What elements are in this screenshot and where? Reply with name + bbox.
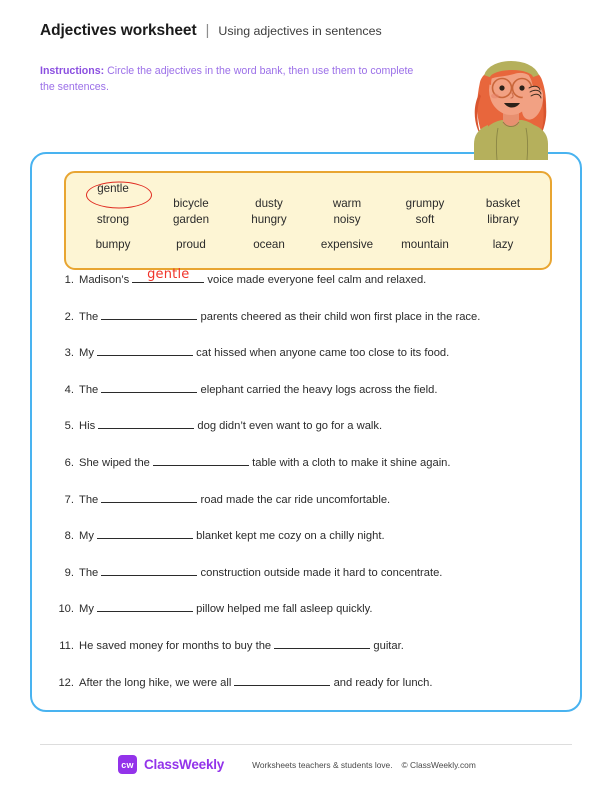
sentence-after: construction outside made it hard to concentrate. (197, 566, 443, 579)
sentence-after: and ready for lunch. (330, 676, 433, 689)
page-footer (40, 755, 572, 774)
sentence-number: 8. (64, 530, 74, 543)
sentence-text (79, 494, 390, 506)
answer-blank[interactable] (97, 355, 193, 356)
sentence-item-3 (50, 347, 566, 384)
answer-blank[interactable] (97, 538, 193, 539)
title-row (40, 22, 460, 40)
sentence-after: cat hissed when anyone came too close to its food. (193, 347, 450, 360)
word-bank-word-basket[interactable]: basket (485, 197, 521, 210)
word-bank-word-grumpy[interactable]: grumpy (405, 197, 445, 210)
sentence-text (79, 567, 442, 579)
sentence-number: 7. (64, 493, 74, 506)
sentence-after: dog didn’t even want to go for a walk. (194, 420, 383, 433)
answer-blank[interactable] (132, 267, 204, 283)
word-bank-word-library[interactable]: library (487, 213, 519, 226)
word-bank-word-bumpy[interactable]: bumpy (95, 238, 131, 251)
sentence-item-12 (50, 677, 566, 714)
sentence-item-2 (50, 311, 566, 348)
word-bank-word-dusty[interactable]: dusty (255, 197, 283, 210)
sentence-number: 12. (58, 676, 74, 689)
sentence-item-5 (50, 420, 566, 457)
sentence-text (79, 347, 449, 359)
sentence-number: 6. (64, 456, 74, 469)
footer-copyright: © ClassWeekly.com (401, 759, 476, 770)
brand-logo[interactable] (118, 755, 224, 774)
word-bank-word-noisy[interactable]: noisy (333, 213, 361, 226)
word-bank-word-warm[interactable]: warm (332, 197, 362, 210)
word-bank-word-proud[interactable]: proud (176, 238, 206, 251)
sentence-before: He saved money for months to buy the (79, 639, 275, 652)
sentence-number: 1. (64, 274, 74, 286)
sentence-after: road made the car ride uncomfortable. (197, 493, 391, 506)
word-bank-word-label: gentle (97, 182, 129, 195)
classweekly-logo-icon: cw (118, 755, 137, 774)
sentence-number: 4. (64, 383, 74, 396)
answer-blank[interactable] (274, 648, 370, 649)
word-bank-word-bicycle[interactable]: bicycle (173, 197, 209, 210)
sentence-before: The (79, 310, 102, 323)
sentence-text (79, 457, 451, 469)
sentence-before: My (79, 530, 98, 543)
word-bank-row (74, 232, 542, 257)
sentence-before: The (79, 566, 102, 579)
sentence-item-8 (50, 530, 566, 567)
word-bank-word-ocean[interactable]: ocean (253, 238, 285, 251)
word-bank-word-mountain[interactable]: mountain (401, 238, 449, 251)
answer-blank[interactable] (101, 502, 197, 503)
answer-blank[interactable] (234, 685, 330, 686)
sentence-item-1 (50, 267, 566, 311)
sentence-number: 11. (59, 639, 74, 652)
sentence-text (79, 640, 404, 652)
sentence-before: The (79, 493, 102, 506)
footer-divider (40, 744, 572, 745)
worksheet-card (30, 152, 582, 712)
sentence-before: She wiped the (79, 456, 154, 469)
sentence-before: Madison’s (79, 274, 133, 286)
sentence-item-9 (50, 567, 566, 604)
sentence-after: elephant carried the heavy logs across the field. (197, 383, 438, 396)
word-bank-word-expensive[interactable]: expensive (320, 238, 374, 251)
sentence-text (79, 530, 385, 542)
sentence-number: 2. (64, 310, 74, 323)
sentence-number: 5. (64, 420, 74, 433)
answer-blank[interactable] (153, 465, 249, 466)
handwritten-answer: gentle (147, 267, 190, 282)
brand-name: ClassWeekly (144, 757, 225, 772)
word-bank-word-garden[interactable]: garden (172, 213, 210, 226)
title-separator: | (205, 22, 210, 39)
word-bank (64, 171, 552, 270)
sentence-item-11 (50, 640, 566, 677)
sentence-before: The (79, 383, 102, 396)
sentence-number: 9. (64, 566, 74, 579)
sentence-number: 3. (64, 347, 74, 360)
sentence-after: table with a cloth to make it shine again. (249, 456, 451, 469)
word-bank-word-hungry[interactable]: hungry (251, 213, 287, 226)
sentence-text (79, 677, 432, 689)
page-header (40, 22, 460, 96)
sentence-text (79, 603, 373, 615)
student-girl-illustration (452, 38, 570, 160)
sentence-before: His (79, 420, 99, 433)
sentence-after: blanket kept me cozy on a chilly night. (193, 530, 385, 543)
sentence-item-10 (50, 603, 566, 640)
answer-blank[interactable] (101, 392, 197, 393)
sentence-text (79, 384, 437, 396)
sentence-text (79, 267, 427, 286)
footer-tagline: Worksheets teachers & students love. (252, 759, 393, 770)
instructions (40, 63, 425, 96)
answer-blank[interactable] (101, 319, 197, 320)
sentence-number: 10. (58, 603, 74, 616)
sentence-text (79, 420, 382, 432)
answer-blank[interactable] (98, 428, 194, 429)
instructions-label: Instructions: (40, 65, 105, 77)
sentence-after: guitar. (370, 639, 404, 652)
sentence-before: My (79, 347, 98, 360)
sentence-before: After the long hike, we were all (79, 676, 235, 689)
sentence-text (79, 311, 480, 323)
sentence-item-7 (50, 494, 566, 531)
sentence-item-4 (50, 384, 566, 421)
word-bank-word-lazy[interactable]: lazy (492, 238, 514, 251)
sentence-after: parents cheered as their child won first place in the race. (197, 310, 481, 323)
page-subtitle: Using adjectives in sentences (218, 24, 382, 38)
word-bank-word-soft[interactable]: soft (415, 213, 435, 226)
word-bank-word-strong[interactable]: strong (96, 213, 130, 226)
answer-blank[interactable] (97, 611, 193, 612)
instructions-text: Circle the adjectives in the word bank, then use them to complete the sentences. (40, 65, 414, 94)
sentence-before: My (79, 603, 98, 616)
page-title: Adjectives worksheet (40, 22, 197, 39)
word-bank-row (74, 182, 542, 210)
sentence-after: voice made everyone feel calm and relaxed. (204, 274, 427, 286)
answer-blank[interactable] (101, 575, 197, 576)
sentence-item-6 (50, 457, 566, 494)
sentence-after: pillow helped me fall asleep quickly. (193, 603, 373, 616)
sentence-list (50, 267, 566, 713)
footer-note (252, 760, 476, 770)
